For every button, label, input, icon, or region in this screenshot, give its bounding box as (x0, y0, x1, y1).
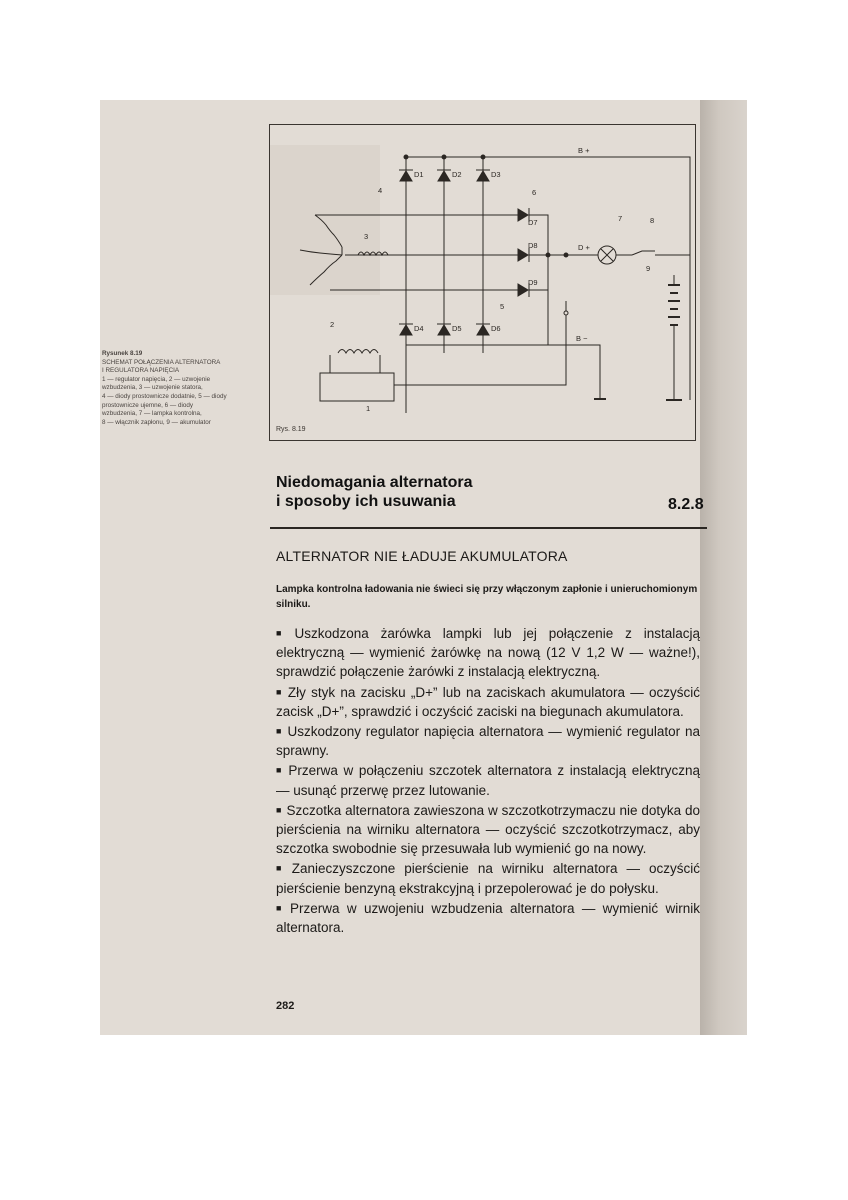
facing-page-edge (700, 100, 747, 1035)
diode-d3 (476, 170, 490, 181)
caption-line: 1 — regulator napięcia, 2 — uzwojenie (102, 375, 211, 383)
bullet-icon: ■ (276, 863, 287, 874)
field-winding (338, 350, 378, 354)
label-3: 3 (364, 232, 369, 241)
label-2: 2 (330, 320, 335, 329)
fault-list (276, 624, 700, 938)
alternator-circuit-diagram (270, 125, 697, 442)
label-d3: D3 (491, 170, 501, 179)
battery (668, 285, 680, 325)
diode-d2 (437, 170, 451, 181)
bullet-icon: ■ (276, 765, 284, 776)
ignition-switch (632, 251, 690, 255)
caption-line: prostownicze ujemne, 6 — diody (102, 401, 194, 409)
bullet-icon: ■ (276, 726, 283, 737)
section-title (276, 473, 516, 511)
caption-line: wzbudzenia, 7 — lampka kontrolna, (102, 410, 202, 418)
list-item (276, 722, 700, 760)
label-d8: D8 (528, 241, 538, 250)
list-item-text: Uszkodzony regulator napięcia alternatora — wymienić regulator na sprawny. (276, 724, 700, 759)
figure-caption-title: Rysunek 8.19 (102, 350, 143, 357)
label-8: 8 (650, 216, 655, 225)
label-b-plus: B + (578, 146, 590, 155)
label-d1: D1 (414, 170, 424, 179)
section-divider (270, 527, 707, 529)
list-item-text: Zły styk na zacisku „D+” lub na zaciskach akumulatora — oczyścić zacisk „D+”, sprawdzić i oczyścić zaciski na biegunach akumulatora. (276, 684, 700, 719)
label-d7: D7 (528, 218, 538, 227)
subheading: ALTERNATOR NIE ŁADUJE AKUMULATORA (276, 548, 568, 564)
section-title-line-1: Niedomagania alternatora (276, 474, 473, 491)
caption-line: 4 — diody prostownicze dodatnie, 5 — diody (102, 392, 227, 400)
list-item (276, 761, 700, 799)
label-1: 1 (366, 404, 371, 413)
label-d9: D9 (528, 278, 538, 287)
label-6: 6 (532, 188, 537, 197)
caption-line: 8 — włącznik zapłonu, 9 — akumulator (102, 418, 211, 426)
bullet-icon: ■ (276, 628, 290, 638)
caption-line: SCHEMAT POŁĄCZENIA ALTERNATORA (102, 358, 221, 366)
list-item (276, 859, 700, 897)
list-item (276, 899, 700, 937)
list-item (276, 624, 700, 682)
label-d-plus: D + (578, 243, 590, 252)
list-item-text: Uszkodzona żarówka lampki lub jej połączenie z instalacją elektryczną — wymienić żarówkę na nową (12 V 1,2 W — ważne!), sprawdzić połączenie żarówki z instalacją elektryczną. (276, 626, 700, 680)
diode-d5 (437, 324, 451, 335)
figure-caption (102, 350, 264, 427)
lead-paragraph: Lampka kontrolna ładowania nie świeci się przy włączonym zapłonie i unieruchomionym silniku. (276, 584, 698, 610)
diode-d4 (399, 324, 413, 335)
label-d6: D6 (491, 324, 501, 333)
list-item-text: Zanieczyszczone pierścienie na wirniku alternatora — oczyścić pierścienie benzyną ekstrakcyjną i przepolerować je do połysku. (276, 861, 701, 896)
bullet-icon: ■ (276, 804, 282, 815)
label-d4: D4 (414, 324, 424, 333)
label-d5: D5 (452, 324, 462, 333)
label-7: 7 (618, 214, 623, 223)
bullet-icon: ■ (276, 902, 286, 913)
bullet-icon: ■ (276, 686, 283, 697)
section-title-line-2: i sposoby ich usuwania (276, 493, 456, 510)
label-d2: D2 (452, 170, 462, 179)
section-number: 8.2.8 (668, 496, 704, 513)
list-item (276, 683, 700, 721)
label-9: 9 (646, 264, 651, 273)
list-item-text: Przerwa w połączeniu szczotek alternatora z instalacją elektryczną — usunąć przerwę przez lutowanie. (276, 763, 700, 798)
list-item-text: Przerwa w uzwojeniu wzbudzenia alternatora — wymienić wirnik alternatora. (276, 900, 701, 936)
diode-d6 (476, 324, 490, 335)
caption-line: wzbudzenia, 3 — uzwojenie statora, (102, 384, 203, 392)
list-item-text: Szczotka alternatora zawieszona w szczotkotrzymaczu nie dotyka do pierścienia na wirniku alternatora — oczyścić szczotkotrzymacz, aby szczotka swobodnie się przesuwała lub wymienić go na nowy. (276, 802, 700, 857)
label-b-minus: B − (576, 334, 588, 343)
list-item (276, 801, 700, 859)
label-5: 5 (500, 302, 505, 311)
caption-line: I REGULATORA NAPIĘCIA (102, 367, 180, 375)
circuit-diagram-frame (269, 124, 696, 441)
page-number: 282 (276, 1000, 295, 1012)
diode-d8 (518, 248, 529, 262)
voltage-regulator-box (320, 373, 394, 401)
figure-label: Rys. 8.19 (276, 426, 306, 433)
label-4: 4 (378, 186, 383, 195)
diode-d1 (399, 170, 413, 181)
